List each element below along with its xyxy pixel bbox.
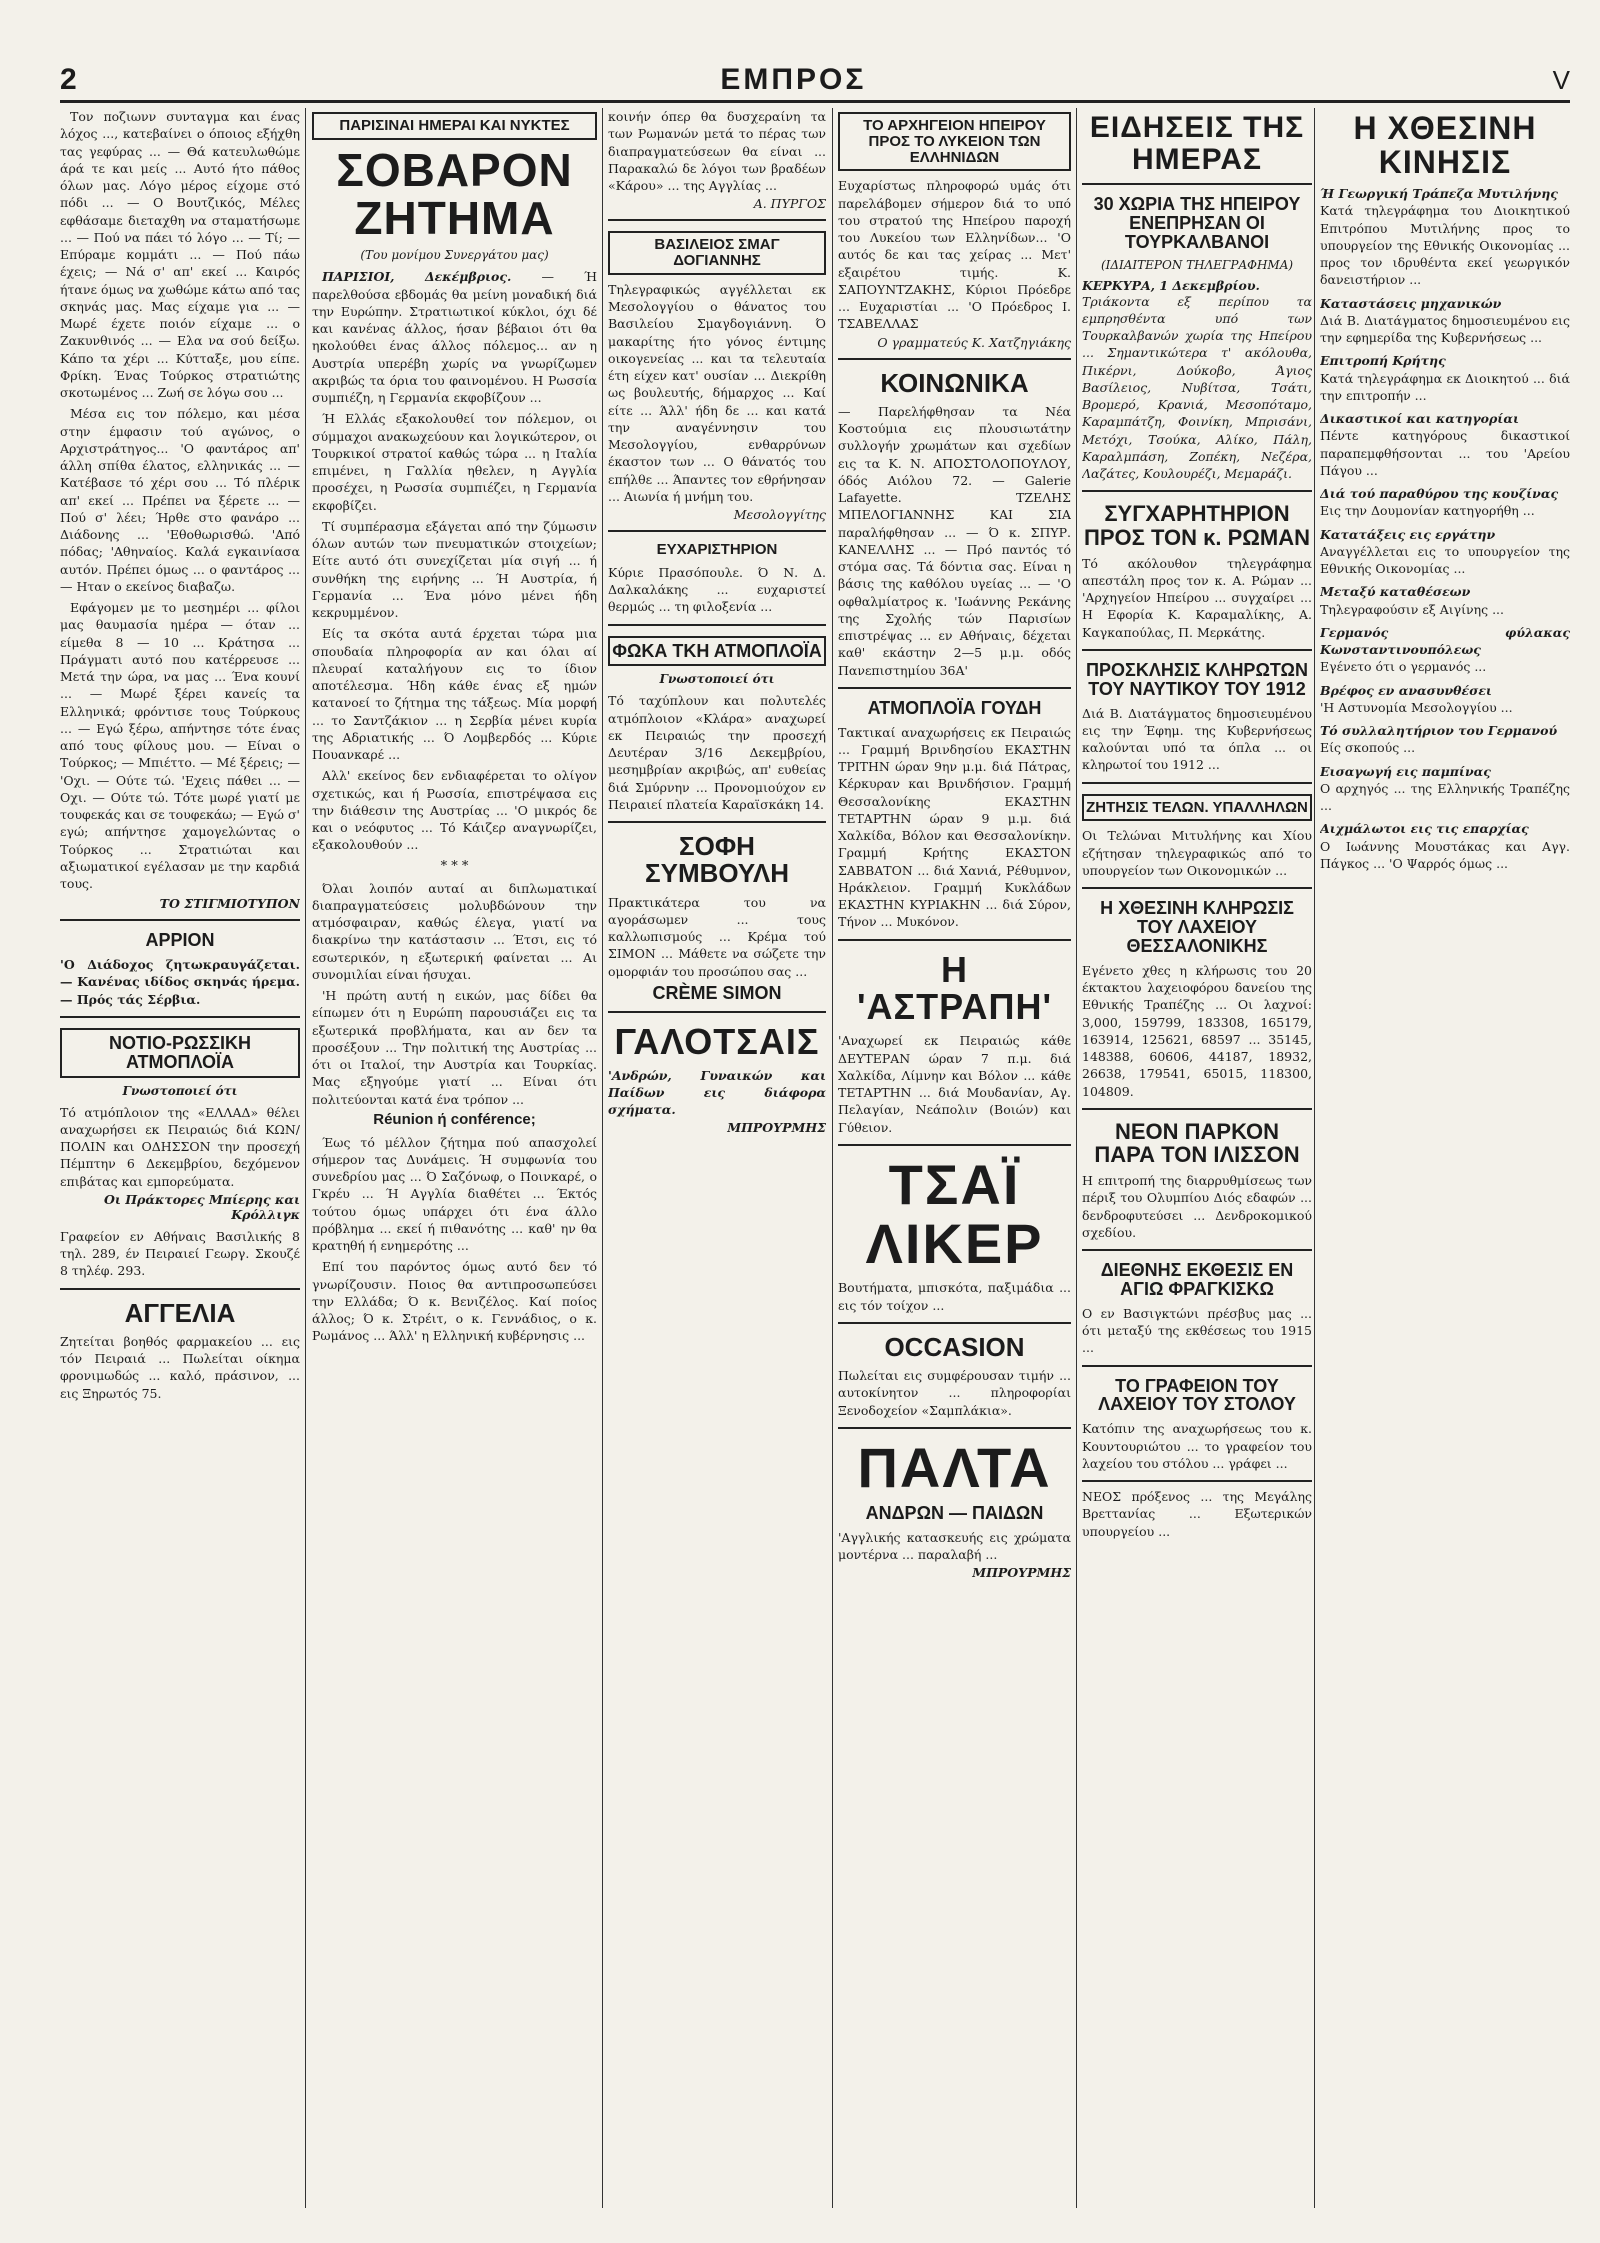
column-2 xyxy=(312,108,597,2208)
news-item-heading: Διά τού παραθύρου της κουζίνας xyxy=(1320,486,1559,502)
page-number: 2 xyxy=(60,63,77,96)
column-6 xyxy=(1320,108,1570,2208)
article-author: ΤΟ ΣΤΙΓΜΙΟΤΥΠΟΝ xyxy=(159,896,300,912)
news-item-text: Είς σκοπούς ... xyxy=(1320,740,1416,756)
dateline: ΠΑΡΙΣΙΟΙ, Δεκέμβριος. xyxy=(322,269,512,285)
masthead xyxy=(60,60,1570,103)
notice-body: Τό ατμόπλοιον της «ΕΛΛΑΔ» θέλει αναχωρήσει εκ Πειραιώς διά ΚΩΝ/ΠΟΛΙΝ και ΟΔΗΣΣΟΝ την προσεχή Πέμπτην 6 Δεκεμβρίου, δεχόμενον επιβάτας και εμπορεύματα. xyxy=(60,1104,300,1189)
article-headline: ΤΟ ΑΡΧΗΓΕΙΟΝ ΗΠΕΙΡΟΥ ΠΡΟΣ ΤΟ ΛΥΚΕΙΟΝ ΤΩΝ ΕΛΛΗΝΙΔΩΝ xyxy=(838,112,1071,171)
paragraph: Επί του παρόντος όμως αυτό δεν τό γνωρίζουσιν. Ποιος θα αντιπροσωπεύσει την Ελλάδα; Ό κ. Βενιζέλος. Καί ποίος άλλος; Ό κ. Στρέιτ, ο κ. Γεννάδιος, ο κ. Ρωμάνος ... Άλλ' η Ελληνική κυβέρνησις ... xyxy=(312,1259,597,1344)
article-body: Ευχαρίστως πληροφορώ υμάς ότι παρελάβομεν σήμερον διά το υπό του στρατού της Ηπείρου παροχή του Λυκείου των Ελληνίδων... 'Ο αυτός δε και τας χείρας ... Μετ' εξαιρέτου τιμής. Κ. ΣΑΠΟΥΝΤΖΑΚΗΣ, Κύριοι Πρόεδρε ... Ευχαριστίαι ... 'Ο Πρόεδρος Ι. ΤΣΑΒΕΛΛΑΣ xyxy=(838,178,1071,332)
column-1 xyxy=(60,108,300,2208)
news-item-text: 'Η Αστυνομία Μεσολογγίου ... xyxy=(1320,699,1513,715)
ad-body: Τακτικαί αναχωρήσεις εκ Πειραιώς ... Γραμμή Βρινδησίου ΕΚΑΣΤΗΝ ΤΡΙΤΗΝ ώραν 9ην μ.μ. διά Πάτρας, Κέρκυραν και Βρινδήσιον. Γραμμή Θεσσαλονίκης ΕΚΑΣΤΗΝ ΤΕΤΑΡΤΗΝ ώραν 9 μ.μ. διά Χαλκίδα, Βόλον και Θεσσαλονίκην. Γραμμή Κρήτης ΕΚΑΣΤΟΝ ΣΑΒΒΑΤΟΝ ... διά Χανιά, Ρέθυμνον, Ηράκλειον. Γραμμή Κυκλάδων ΕΚΑΣΤΗΝ ΚΥΡΙΑΚΗΝ ... διά Σύρον, Τήνον ... Μυκόνον. xyxy=(838,724,1071,930)
ad-advice xyxy=(608,821,826,1003)
article-subhead: (ΙΔΙΑΙΤΕΡΟΝ ΤΗΛΕΓΡΑΦΗΜΑ) xyxy=(1100,257,1294,272)
article-lottery xyxy=(1082,887,1312,1100)
paragraph: Τί συμπέρασμα εξάγεται από την ζύμωσιν όλων αυτών των πνευματικών στοιχείων; Είτε αυτό ότι συνεχίζεται μία σιγή ... ή συνθήκη της ειρήνης ... Ή Αυστρία, ή Γερμανία ... Ένα μόνο μένει ήδη κεκρυμμένον. xyxy=(312,518,597,621)
ad-galotsas xyxy=(608,1011,826,1136)
article-headline: ΝΕΟΝ ΠΑΡΚΟΝ ΠΑΡΑ ΤΟΝ ΙΛΙΣΣΟΝ xyxy=(1094,1118,1300,1167)
notice-body: Κύριε Πρασόπουλε. Ό Ν. Δ. Δαλκαλάκης ... ευχαριστεί θερμώς ... τη φιλοξενία ... xyxy=(608,564,826,615)
news-item xyxy=(1320,295,1570,347)
news-item xyxy=(1320,410,1570,479)
notice-signature: Οι Πράκτορες Μπίερης και Κρόλλιγκ xyxy=(103,1191,300,1222)
article-consul xyxy=(1082,1480,1312,1540)
notice-heading: ΝΟΤΙΟ-ΡΩΣΣΙΚΗ ΑΤΜΟΠΛΟΪΑ xyxy=(60,1028,300,1078)
news-item-text: Εγένετο ότι ο γερμανός ... xyxy=(1320,659,1487,675)
news-item-text: Πέντε κατηγόρους δικαστικοί παραπεμφθήσονται ... του 'Αρείου Πάγου ... xyxy=(1320,428,1570,478)
ad-body: Πρακτικάτερα του να αγοράσωμεν ... τους καλλωπισμούς ... Κρέμα τού ΣΙΜΟΝ ... Μάθετε να σώζετε την ομορφιάν του προσώπου σας ... xyxy=(608,894,826,979)
article-body: Κατόπιν της αναχωρήσεως του κ. Κουντουριώτου ... το γραφείον του λαχείου του στόλου ... γράφει ... xyxy=(1082,1421,1312,1471)
thanks-notice xyxy=(608,530,826,616)
notice-shipping xyxy=(60,1016,300,1280)
news-item-text: Κατά τηλεγράφημα του Διοικητικού Επιτρόπου Μυτιλήνης προς το υπουργείον της Εθνικής Οικονομίας ... προς τον ιδρυθέντα εκεί γεωργικόν δανειστήριον ... xyxy=(1320,203,1570,288)
article-author: Μεσολογγίτης xyxy=(733,507,826,522)
section-heading: ΑΡΡΙΟΝ xyxy=(145,930,215,951)
paragraph: Μέσα εις τον πόλεμο, και μέσα στην έμφασιν τού αγώνος, ο Αρχιστράτηγος... 'Ο φαντάρος απ' άλλη σπίθα έλατος, ελληνικάς ... — Κατέβασε τό χέρι σου ... Τό πλέρικ απ' εκεί ... Πρέπει να ξέρετε ... — Πού σ' λέει; Ήρθε στο φανάρο ... Διάδονης ... 'Εθοθωρισθώ. 'Από πόδας; 'Αθηναίος. Καλά εγκαινίασα αυτόν. Πρέπει όμως ... ο φαντάρος ... — Ηταν ο εκείνος διαβαζω. xyxy=(60,406,300,594)
article-obituary xyxy=(608,219,826,522)
ad-occasion xyxy=(838,1322,1071,1419)
article-expo xyxy=(1082,1249,1312,1357)
section-body: — Παρελήφθησαν τα Νέα Κοστούμια εις πλουσιωτάτην συλλογήν χρωμάτων και σχεδίων εις τα Κ. Ν. ΑΠΟΣΤΟΛΟΠΟΥΛΟΥ, όδός Αιόλου 72. — Galerie Lafayette. ΤΖΕΛΗΣ ΜΠΕΛΟΓΙΑΝΝΗΣ ΚΑΙ ΣΙΑ παραλήφθησαν ... — Ό κ. ΣΠΥΡ. ΚΑΝΕΛΛΗΣ ... — Πρό παντός τό στόμα σας. Τά δόντια σας. Είναι η βάσις της καθόλου υγείας ... — 'Ο οφθαλμίατρος κ. 'Ιωάννης Ρεκάνης της Σχολής τών Παρισίων επιστρέψας ... εν Αθήναις, δέχεται καθ' εκάστην 2—5 μ.μ. οδός Πανεπιστημίου 36Α' xyxy=(838,403,1071,678)
news-item-heading: Μεταξύ καταθέσεων xyxy=(1320,584,1471,600)
paragraph: Όλαι λοιπόν αυταί αι διπλωματικαί διαπραγματεύσεις μολυβδώνουν την ατμόσφαιραν, καθώς έλεγα, γιατί να διακρίνω την κατάστασιν ... Έτσι, εις τό εσωτερικόν, η εξωτερική φαίνεται ... Αι συνομιλίαι είναι ήσυχαι. xyxy=(312,880,597,982)
notice-lead: Γνωστοποιεί ότι xyxy=(122,1083,238,1098)
paragraph: Ή Ελλάς εξακολουθεί τον πόλεμον, οι σύμμαχοι ανακωχεύουν και λογικώτερον, οι Τουρκικοί στρατοί καθώς τώρα ... η Ιταλία επιμένει, η Γαλλία ηθελεν, η Αγγλία προσέχει, η Ρωσσία συμπιέζει, η Γερμανία εκφοβίζει. xyxy=(312,411,597,513)
ad-heading: ΠΑΛΤΑ xyxy=(857,1435,1052,1499)
ad-signature: ΜΠΡΟΥΡΜΗΣ xyxy=(727,1120,826,1136)
news-item xyxy=(1320,624,1570,676)
article-fees xyxy=(1082,782,1312,880)
section-heading: ΚΟΙΝΩΝΙΚΑ xyxy=(880,367,1029,398)
classified-ad xyxy=(60,1288,300,1402)
article-navy xyxy=(1082,649,1312,774)
social-column xyxy=(838,358,1071,679)
article-serial xyxy=(60,108,300,911)
news-item xyxy=(1320,820,1570,872)
article-headline: ΒΑΣΙΛΕΙΟΣ ΣΜΑΓ ΔΟΓΙΑΝΝΗΣ xyxy=(608,231,826,275)
column-rule xyxy=(832,108,833,2208)
dateline: ΚΕΡΚΥΡΑ, 1 Δεκεμβρίου. xyxy=(1082,277,1260,293)
news-item-heading: Ή Γεωργική Τράπεζα Μυτιλήνης xyxy=(1320,186,1558,202)
column-5 xyxy=(1082,108,1312,2208)
article-headline: Η ΧΘΕΣΙΝΗ ΚΛΗΡΩΣΙΣ ΤΟΥ ΛΑΧΕΙΟΥ ΘΕΣΣΑΛΟΝΙΚΗΣ xyxy=(1100,898,1294,956)
paragraph: — Ή παρελθούσα εβδομάς θα μείνη μοναδική διά την Ευρώπην. Στρατιωτικοί κύκλοι, όχι δέ και κανένας άλλος, ήσαν βέβαιοι ότι θα ηκολούθει ένας άλλος πόλεμος... αν η Αυστρία υπερέβη χωρίς να γνωρίζωμεν ακριβώς τα όρια του φαινομένου. Η Ρωσσία συμπιέζη, η Γερμανία εκφοβίζουν ... xyxy=(312,269,597,406)
news-item-text: Ο Ιωάννης Μουστάκας και Αγγ. Πάγκος ... 'Ο Ψαρρός όμως ... xyxy=(1320,838,1570,871)
news-item xyxy=(1320,352,1570,404)
news-item-heading: Τό συλλαλητήριον του Γερμανού xyxy=(1320,723,1558,739)
notice-heading: ΦΩΚΑ ΤΚΗ ΑΤΜΟΠΛΟΪΑ xyxy=(608,636,826,667)
article-headline: ΔΙΕΘΝΗΣ ΕΚΘΕΣΙΣ ΕΝ ΑΓΙΩ ΦΡΑΓΚΙΣΚΩ xyxy=(1100,1260,1294,1299)
article-body: ΝΕΟΣ πρόξενος ... της Μεγάλης Βρεττανίας ... Εξωτερικών υπουργείου ... xyxy=(1082,1489,1312,1539)
article-park xyxy=(1082,1108,1312,1241)
article-signature: Ο γραμματεύς Κ. Χατζηγιάκης xyxy=(877,334,1071,350)
ad-palta xyxy=(838,1427,1071,1580)
article-subhead: (Του μονίμου Συνεργάτου μας) xyxy=(360,248,549,263)
article-headline: ΠΡΟΣΚΛΗΣΙΣ ΚΛΗΡΩΤΩΝ ΤΟΥ ΝΑΥΤΙΚΟΥ ΤΟΥ 1912 xyxy=(1086,659,1308,699)
section-divider: * * * xyxy=(440,858,469,874)
article-headline: ΖΗΤΗΣΙΣ ΤΕΛΩΝ. ΥΠΑΛΛΗΛΩΝ xyxy=(1082,794,1312,822)
ad-heading: ΑΤΜΟΠΛΟΪΑ ΓΟΥΔΗ xyxy=(867,697,1042,718)
article-lottery-fleet xyxy=(1082,1365,1312,1473)
news-item-text: Κατά τηλεγράφημα εκ Διοικητού ... διά την επιτροπήν ... xyxy=(1320,370,1570,403)
paragraph: Είς τα σκότα αυτά έρχεται τώρα μια σπουδαία πληροφορία αν και όλαι αί πλευραί καταλήγουν εις το ίδιον αποτέλεσμα. Ήδη κάθε ένας εξ ημών κατανοεί το ζήτημα της τάξεως. Μία μορφή ... το Σαντζάκιον ... η Σερβία μένει κυρία της Αδριατικής ... Ό Λομβερδός ... Κύριε Πουανκαρέ ... xyxy=(312,626,597,763)
article-body: 'Ο Διάδοχος ζητωκραυγάζεται. — Κανένας ιδίδος σκηνάς ήρεμα. — Πρός τάς Σέρβια. xyxy=(60,957,300,1007)
news-item-text: Ο αρχηγός ... της Ελληνικής Τραπέζης ... xyxy=(1320,780,1570,814)
article-paris xyxy=(312,112,597,1345)
column-rule xyxy=(305,108,306,2208)
article-kicker: ΠΑΡΙΣΙΝΑΙ ΗΜΕΡΑΙ ΚΑΙ ΝΥΚΤΕΣ xyxy=(312,112,597,140)
news-item xyxy=(1320,185,1570,289)
ad-body: 'Ανδρών, Γυναικών και Παίδων εις διάφορα σχήματα. xyxy=(608,1067,826,1118)
paragraph: Αλλ' εκείνος δεν ενδιαφέρεται το ολίγον σχετικώς, και ή Ρωσσία, επιστρέψασα εις την διάθεσιν της Αυστρίας ... 'Ο μικρός δε και ο νεόφυτος ... Τό Κάιζερ αναγνωρίζει, εξακολουθούν ... xyxy=(312,768,597,853)
ad-heading: OCCASION xyxy=(884,1331,1025,1362)
ad-astrapi xyxy=(838,939,1071,1136)
ad-heading: ΣΟΦΗ ΣΥΜΒΟΥΛΗ xyxy=(645,831,789,889)
subsection-heading: Réunion ή conférence; xyxy=(373,1110,536,1128)
article-body: Τό ακόλουθον τηλεγράφημα απεστάλη προς τον κ. Α. Ρώμαν ... 'Αρχηγείον Ηπείρου ... συγχαίρει ... Η Εφορία Κ. Καραμαλίκης, Α. Καγκαπούλας, Π. Μερκάτης. xyxy=(1082,555,1312,640)
section-movement xyxy=(1320,112,1570,872)
article-author: Α. ΠΥΡΓΟΣ xyxy=(753,196,826,212)
column-rule xyxy=(1076,108,1077,2208)
article-epirus-hq xyxy=(838,112,1071,350)
news-item-text: Αναγγέλλεται εις το υπουργείον της Εθνικής Οικονομίας ... xyxy=(1320,543,1570,577)
ad-heading: ΑΓΓΕΛΙΑ xyxy=(124,1297,236,1328)
news-item xyxy=(1320,722,1570,757)
article-headline: ΣΟΒΑΡΟΝ ΖΗΤΗΜΑ xyxy=(336,143,573,245)
column-rule xyxy=(602,108,603,2208)
article-headline: ΣΥΓΧΑΡΗΤΗΡΙΟΝ ΠΡΟΣ ΤΟΝ κ. ΡΩΜΑΝ xyxy=(1083,501,1311,550)
ad-body: Πωλείται εις συμφέρουσαν τιμήν ... αυτοκίνητον ... πληροφορίαι Ξενοδοχείον «Σαμπλάκια». xyxy=(838,1368,1071,1418)
article-headline: ΤΟ ΓΡΑΦΕΙΟΝ ΤΟΥ ΛΑΧΕΙΟΥ ΤΟΥ ΣΤΟΛΟΥ xyxy=(1098,1375,1296,1415)
ad-body: 'Αγγλικής κατασκευής εις χρώματα μοντέρνα ... παραλαβή ... xyxy=(838,1529,1071,1562)
section-banner: ΕΙΔΗΣΕΙΣ ΤΗΣ ΗΜΕΡΑΣ xyxy=(1089,111,1305,176)
news-items xyxy=(1320,185,1570,872)
news-item-heading: Δικαστικοί και κατηγορίαι xyxy=(1320,411,1520,427)
paper-name: ΕΜΠΡΟΣ xyxy=(720,63,867,96)
ad-body: Ζητείται βοηθός φαρμακείου ... εις τόν Πειραιά ... Πωλείται οίκημα φρονιμωδώς ... καλό, πράσινον, ... εις Ξηρωτός 75. xyxy=(60,1333,300,1401)
article-body: Εγένετο χθες η κλήρωσις του 20 έκτακτου λαχειοφόρου δανείου της Εθνικής Τραπέζης ... Οι λαχνοί: 3,000, 159799, 183308, 165179, 163914, 125621, 68597 ... 35145, 148388, 60606, 44187, 18932, 26638, 179541, 65015, 118300, 104809. xyxy=(1082,962,1312,1099)
news-item-heading: Βρέφος εν ανασυνθέσει xyxy=(1320,682,1492,698)
news-item-heading: Επιτροπή Κρήτης xyxy=(1320,353,1446,369)
brand-name: CRÈME SIMON xyxy=(652,982,782,1003)
paragraph: Τον ποζιωνν συνταγμα και ένας λόχος ..., κατεβαίνει ο όποιος εξήχθη τας γεφύρας ... — Θά κατευλωθώμε άρά τε και μείς ... Αυτό ήτο πάθος όλων μας. Λόγο μέρος είχομε στό πόδι ... — Ο Βουτζικός, Μέλες εφθάσαμε διεταχθη να σταματήσωμε ... — Πού να πάει τό λόγο ... — Τί; — Επύραμε κομμάτι ... — Πού πάω έχεις; — Νά σ' απ' εκεί ... Καιρός ήτανε όμως να χωθώμε κάτω από τας σκηνάς μας. Μας είχαμε για ... — Μωρέ έχετε ποιόν είχαμε ... ο Ζακυνθινός ... — Ελα να σού δείξω. Κάπο τα χέρι ... Κύτταξε, μου είπε. Φρίκη. Ένας Τούρκος στρατιώτης σκοτωμένος ... Ζωή σε λόγω σου ... xyxy=(60,109,300,400)
column-4 xyxy=(838,108,1071,2208)
ad-tsai-liker xyxy=(838,1144,1071,1314)
article-body: κοινήν όπερ θα δυσχεραίνη τα των Ρωμανών μετά το πέρας των διαπραγματεύσεων θα είναι ... Παρακαλώ δε λόγοι των βραδέων «Κάρου» ... της Αγγλίας ... xyxy=(608,109,826,193)
notice-lead: Γνωστοποιεί ότι xyxy=(659,672,775,687)
banner-news xyxy=(1082,112,1312,175)
article-body: Οι Τελώναι Μιτυλήνης και Χίου εζήτησαν τηλεγραφικώς από το υπουργείον των Οικονομικών ... xyxy=(1082,828,1312,878)
ad-subheading: ΑΝΔΡΩΝ — ΠΑΙΔΩΝ xyxy=(865,1502,1044,1523)
article-congrats xyxy=(1082,490,1312,640)
news-item-text: Εις την Δουμονίαν κατηγορήθη ... xyxy=(1320,503,1535,519)
news-item-heading: Εισαγωγή εις παμπίνας xyxy=(1320,763,1491,779)
news-item-text: Τηλεγραφούσιν εξ Αιγίνης ... xyxy=(1320,601,1504,617)
article-body: Διά Β. Διατάγματος δημοσιευμένου εις την Έφημ. της Κυβερνήσεως καλούνται υπό τα όπλα ... οι κληρωτοί του 1912 ... xyxy=(1082,705,1312,773)
ad-goudis xyxy=(838,687,1071,931)
news-item-heading: Καταστάσεις μηχανικών xyxy=(1320,295,1502,311)
section-banner: Η ΧΘΕΣΙΝΗ ΚΙΝΗΣΙΣ xyxy=(1353,110,1537,180)
article-body: Τριάκοντα εξ περίπου τα εμπρησθέντα υπό των Τουρκαλβανών χωρία της Ηπείρου ... Σημαντικώτερα τ' ακόλουθα, Πικέρνι, Δούκοβο, Άγιος Βασίλειος, Νυβίτσα, Τσάτι, Βρομερό, Κρανιά, Μεσοπόταμο, Καραμπάτζη, Φοινίκη, Μπρισάνι, Μετόχι, Τσούκα, Αλίκο, Πάλη, Καραλμπάση, Ζοπέκη, Νεζέρα, Λαζάτες, Κουλουρέζι, Μεμαράζι. xyxy=(1082,293,1312,482)
notice-heading: ΕΥΧΑΡΙΣΤΗΡΙΟΝ xyxy=(656,541,778,558)
ad-heading: ΤΣΑΪ ΛΙΚΕΡ xyxy=(865,1152,1044,1275)
notice-body: Τό ταχύπλουν και πολυτελές ατμόπλοιον «Κλάρα» αναχωρεί εκ Πειραιώς την προσεχή Δευτέραν 3/16 Δεκεμβρίου, μεσημβρίαν ακριβώς, απ' ευθείας διά Σμύρνην ... Προνομιούχον εν Πειραιεί πλατεία Καραϊσκάκη 14. xyxy=(608,693,826,812)
ad-heading: Η 'ΑΣΤΡΑΠΗ' xyxy=(856,948,1053,1028)
notice-address: Γραφείον εν Αθήναις Βασιλικής 8 τηλ. 289, έν Πειραιεί Γεωργ. Σκουζέ 8 τηλέφ. 293. xyxy=(60,1228,300,1279)
news-item-text: Διά Β. Διατάγματος δημοσιευμένου εις την εφημερίδα της Κυβερνήσεως ... xyxy=(1320,312,1570,346)
article-body: Τηλεγραφικώς αγγέλλεται εκ Μεσολογγίου ο θάνατος του Βασιλείου Σμαγδογιάννη. Ό μακαρίτης ήτο γόνος έντιμης οικογενείας ... και τα τελευταία έτη είχεν κατ' ουσίαν ... Διεκρίθη ως βουλευτής, δήμαρχος ... Καί είτε ... Άλλ' ήδη δε ... και κατά την αναγέννησιν του Μεσολογγίου, ενθαρρύνων έκαστον των ... Ο θάνατός του επήλθε ... Άπαντες τον εθρήνησαν ... Αιωνία ή μνήμη του. xyxy=(608,281,826,504)
news-item xyxy=(1320,526,1570,578)
news-item-heading: Κατατάξεις εις εργάτην xyxy=(1320,526,1496,542)
ad-signature: ΜΠΡΟΥΡΜΗΣ xyxy=(972,1565,1071,1581)
column-rule xyxy=(1314,108,1315,2208)
article-body: Η επιτροπή της διαρρυθμίσεως των πέριξ του Ολυμπίου Διός εδαφών ... δενδροφυτεύσει ... Δενδροκομικού σχεδίου. xyxy=(1082,1173,1312,1240)
news-item-heading: Γερμανός φύλακας Κωνσταντινουπόλεως xyxy=(1320,624,1570,658)
article-continued xyxy=(608,108,826,211)
paragraph: 'Η πρώτη αυτή η εικών, μας δίδει θα είπωμεν ότι η Ευρώπη παρουσιάζει εις τα εξωτερικά προβλήματα, και αν δεν τα προσέξουν ... Την πολιτική της Αυστρίας ... ότι οι Ιταλοί, την Αυστρία και Τουρκίας. Μας εξηγούμε γιατί ... Είναι ότι πολιτεύονται κατά ένα τρόπον ... xyxy=(312,988,597,1107)
paragraph: Έως τό μέλλον ζήτημα πού απασχολεί σήμερον τας Δυνάμεις. Ή συμφωνία του συνεδρίου μας ... Ό Σαζόνωφ, ο Ποινκαρέ, ο Γκρέυ ... Ή Αγγλία διαθέτει ... Έκτός τούτου όμως υπάρχει ότι ένα άλλο πρόβλημα ... εκεί ή πιθανότης ... καθ' ην θα κρατηθή ή ενημερότης ... xyxy=(312,1134,597,1254)
article-epirus-villages xyxy=(1082,183,1312,482)
news-item-heading: Αιχμάλωτοι εις τις επαρχίας xyxy=(1320,821,1529,837)
news-item xyxy=(1320,763,1570,815)
article-body xyxy=(60,108,300,892)
news-item xyxy=(1320,485,1570,520)
ad-heading: ΓΑΛΟΤΣΑΙΣ xyxy=(614,1020,820,1062)
article-body xyxy=(312,268,597,1344)
shipping-notice xyxy=(608,624,826,814)
corner-mark: V xyxy=(1552,64,1570,95)
article-arrion xyxy=(60,919,300,1008)
news-item xyxy=(1320,682,1570,717)
column-3 xyxy=(608,108,826,2208)
ad-body: 'Αναχωρεί εκ Πειραιώς κάθε ΔΕΥΤΕΡΑΝ ώραν 7 π.μ. διά Χαλκίδα, Λίμνην και Βόλον ... κάθε ΤΕΤΑΡΤΗΝ ... διά Μουδανίαν, Αγ. Πελαγίαν, Νεάπολιν (Βοιών) και Γύθειον. xyxy=(838,1033,1071,1135)
news-item xyxy=(1320,583,1570,618)
article-headline: 30 ΧΩΡΙΑ ΤΗΣ ΗΠΕΙΡΟΥ ΕΝΕΠΡΗΣΑΝ ΟΙ ΤΟΥΡΚΑΛΒΑΝΟΙ xyxy=(1093,194,1301,252)
ad-body: Βουτήματα, μπισκότα, παξιμάδια ... εις τόν τοίχον ... xyxy=(838,1280,1071,1313)
article-body: Ο εν Βασιγκτώνι πρέσβυς μας ... ότι μεταξύ της εκθέσεως του 1915 ... xyxy=(1082,1305,1312,1356)
paragraph: Εφάγομεν με το μεσημέρι ... φίλοι μας θαυμασία ημέρα — όταν ... είμεθα 8 — 10 ... Κράτησα ... Πράγματι αυτό που κατέρρευσε ... Μετά την ώρα, να μας ... Ένα κουνί ... — Μωρέ ξέρει κανείς τα Ελληνικά; φρόντισε τους Τούρκους ... — Εγώ ξέρω, απήντησε τότε ένας από τους φίλους μου. — Είναι ο Τούρκος; — Μπιέττο. — Μέ ξέρεις; — 'Οχι. — Ούτε τώ. 'Εχεις πάθει ... — Οχι. — Ούτε τώ. Τότε μωρέ γιατί με τουφεκάς και σε τουφεκάω; — Εγώ σ' εγώ; απήντησε χαμογελώντας ο Τούρκος ... Στρατιώται και αξιωματικοί εγέλασαν με την καρδιά τους. xyxy=(60,600,300,891)
